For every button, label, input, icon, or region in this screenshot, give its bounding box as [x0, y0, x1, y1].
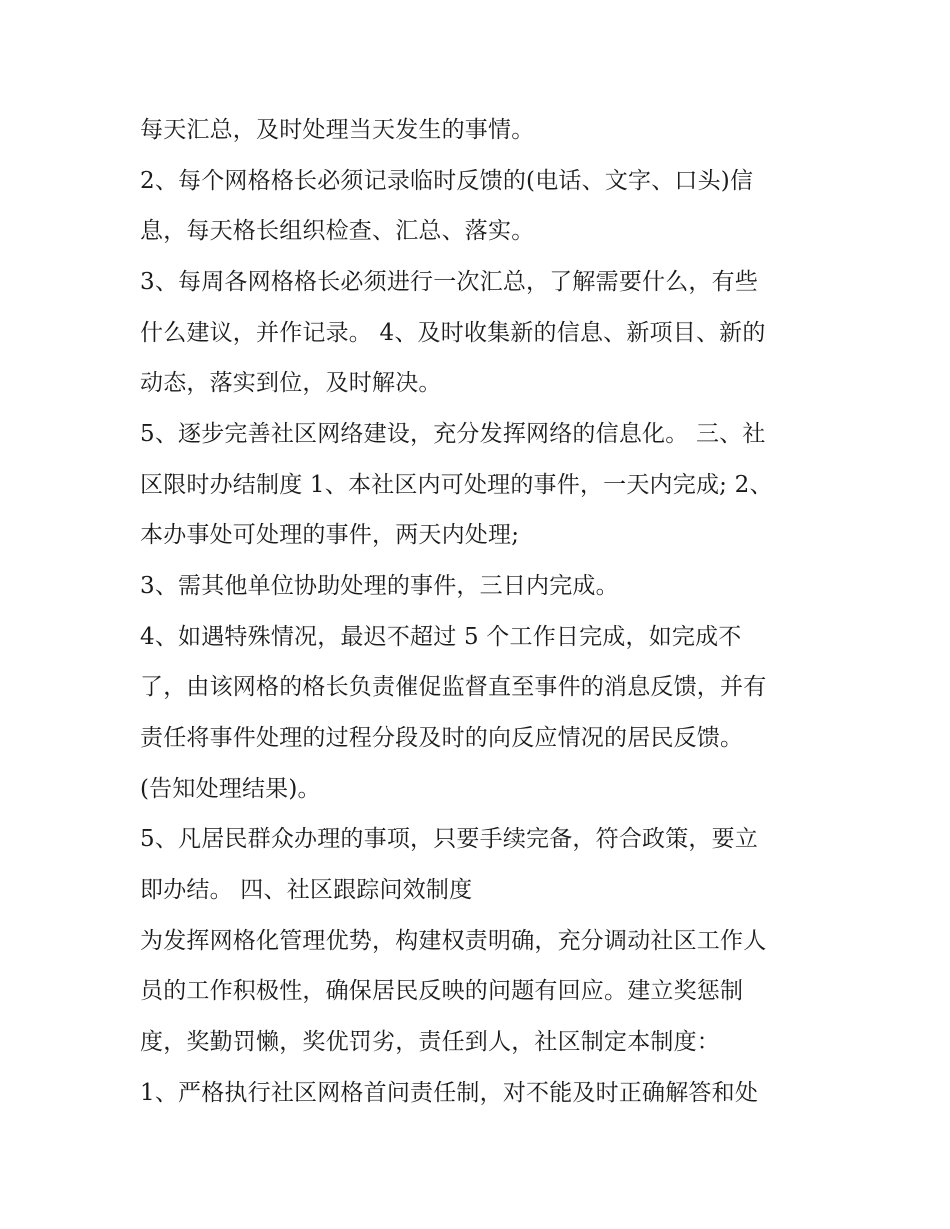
- text-line: 4、如遇特殊情况，最迟不超过 5 个工作日完成，如完成不: [140, 624, 742, 650]
- text-line: 2、每个网格格长必须记录临时反馈的(电话、文字、口头)信: [140, 168, 754, 194]
- text-line: 区限时办结制度 1、本社区内可处理的事件，一天内完成; 2、: [140, 472, 773, 498]
- text-line: 本办事处可处理的事件，两天内处理;: [140, 522, 520, 548]
- text-line: 什么建议，并作记录。 4、及时收集新的信息、新项目、新的: [140, 320, 766, 346]
- text-line: 责任将事件处理的过程分段及时的向反应情况的居民反馈。: [140, 725, 744, 751]
- text-line: 为发挥网格化管理优势，构建权责明确，充分调动社区工作人: [140, 928, 767, 954]
- text-line: 3、每周各网格格长必须进行一次汇总，了解需要什么，有些: [140, 269, 759, 295]
- text-line: 5、逐步完善社区网络建设，充分发挥网络的信息化。 三、社: [140, 421, 766, 447]
- text-line: 每天汇总，及时处理当天发生的事情。: [140, 117, 535, 143]
- text-line: 度，奖勤罚懒，奖优罚劣，责任到人，社区制定本制度：: [140, 1029, 720, 1055]
- text-line: 即办结。 四、社区跟踪问效制度: [140, 877, 473, 903]
- text-line: 了，由该网格的格长负责催促监督直至事件的消息反馈，并有: [140, 674, 767, 700]
- text-line: 5、凡居民群众办理的事项，只要手续完备，符合政策，要立: [140, 826, 759, 852]
- text-line: 息，每天格长组织检查、汇总、落实。: [140, 218, 535, 244]
- text-line: (告知处理结果)。: [140, 776, 321, 802]
- text-line: 3、需其他单位协助处理的事件，三日内完成。: [140, 573, 619, 599]
- text-line: 动态，落实到位，及时解决。: [140, 370, 442, 396]
- text-line: 员的工作积极性，确保居民反映的问题有回应。建立奖惩制: [140, 978, 744, 1004]
- text-line: 1、严格执行社区网格首问责任制，对不能及时正确解答和处: [140, 1080, 759, 1106]
